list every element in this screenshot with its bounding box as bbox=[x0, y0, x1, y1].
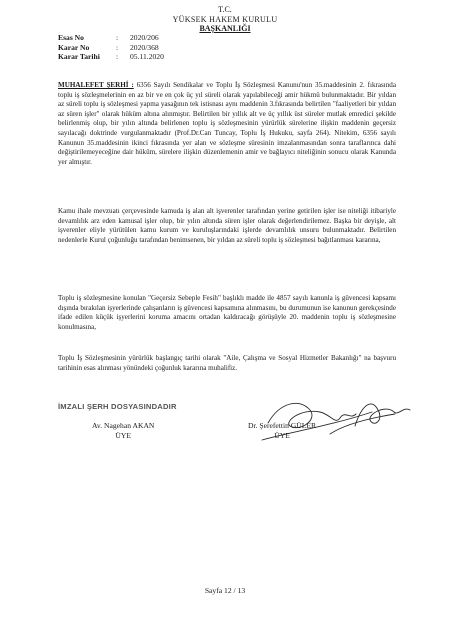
page-footer bbox=[0, 586, 450, 595]
signatory-role: ÜYE bbox=[115, 431, 132, 440]
meta-label: Esas No bbox=[58, 33, 84, 42]
paragraph-dissent-2: Kamu ihale mevzuatı çerçevesinde kamuda iş alan alt işverenler tarafından yerine getirilen işler ise niteliği itibariyle devamlılık arz eden kamusal işler olup, bir yılın altında süren işler olarak değerlendirilemez. Başka bir deyişle, alt işverenler eliyle yürütülen kamu kurum ve kuruluşlarındaki işlerde devamlılık unsuru bulunmaktadır. Belirtilen nedenlerle Kurul çoğunluğu tarafından benimsenen, bir yıldan az süreli toplu iş sözleşmesi bağıtlanması kararına, bbox=[58, 207, 396, 244]
page-total: 13 bbox=[237, 586, 246, 595]
signatory-role: ÜYE bbox=[274, 431, 290, 440]
dissent-heading: MUHALEFET ŞERHİ : bbox=[58, 81, 134, 89]
meta-value: 2020/206 bbox=[130, 33, 159, 42]
paragraph-dissent-3: Toplu iş sözleşmesine konulan "Geçersiz Sebeple Fesih" başlıklı madde ile 4857 sayılı kanunla iş güvencesi kapsamı dışında bırakılan işyerlerinde çalışanların iş güvencesi kapsamına alınmasını, bu durumunun ise kanunun gerekçesinde ifade edilen küçük işyerlerini koruma amacını ortadan kaldıracağı görüşüyle 20. maddenin toplu iş sözleşmesine konulmasına, bbox=[58, 294, 396, 331]
page-label: Sayfa bbox=[204, 586, 223, 595]
paragraph-dissent-4: Toplu İş Sözleşmesinin yürürlük başlangıç tarihi olarak "Aile, Çalışma ve Sosyal Hizmetler Bakanlığı" na başvuru tarihinin esas alınması yönündeki çoğunluk kararına muhalifiz. bbox=[58, 354, 396, 372]
meta-colon: : bbox=[116, 52, 119, 61]
header-department: BAŞKANLIĞI bbox=[199, 24, 251, 33]
signatory-akan bbox=[92, 421, 154, 441]
signed-stamp: İMZALI ŞERH DOSYASINDADIR bbox=[58, 402, 177, 411]
page-number: 12 bbox=[224, 586, 232, 595]
meta-label: Karar No bbox=[58, 42, 90, 52]
signatory-name: Dr. Şerefettin GÜLER bbox=[248, 421, 317, 430]
meta-value: 05.11.2020 bbox=[130, 52, 164, 61]
meta-colon: : bbox=[116, 42, 119, 52]
meta-label: Karar Tarihi bbox=[58, 52, 100, 61]
header-country: T.C. bbox=[218, 5, 232, 14]
paragraph-text: 6356 Sayılı Sendikalar ve Toplu İş Sözleşmesi Kanunu'nun 35.maddesinin 2. fıkrasında toplu iş sözleşmelerinin en az bir ve en çok üç yıl süreli olarak yapılabileceği amir hükmü bulunmaktadır. Bir yıldan az süreli toplu iş sözleşmesi yapma yasağının tek istisnası aynı maddenin 3.fıkrasında belirtilen "faaliyetleri bir yıldan az süren işler" olarak hüküm altına alınmıştır. Belirtilen bir yıllık alt ve üç yıllık üst süreler mutlak emredici şekilde belirlenmiş olup, bir yılın altında belirlenen toplu iş sözleşmesinin yürürlük sürelerine ilişkin maddenin geçersiz sayılacağı doktrinde vurgulanmaktadır (Prof.Dr.Can Tuncay, Toplu İş Hukuku, sayfa 264). Nitekim, 6356 sayılı Kanunun 35.maddesinin ikinci fıkrasında yer alan ve sözleşme süresinin imzalanmasından sonra taraflarınca dahi değiştirilemeyeceğine dair hüküm, sürelere ilişkin düzenlemenin amir ve bağlayıcı niteliğinin sonucu olarak Kanunda yer almıştır. bbox=[58, 81, 396, 166]
meta-value: 2020/368 bbox=[130, 42, 159, 52]
meta-colon: : bbox=[116, 33, 119, 42]
page-separator: / bbox=[233, 586, 236, 595]
signatory-name: Av. Nagehan AKAN bbox=[92, 421, 155, 430]
header-organization: YÜKSEK HAKEM KURULU bbox=[172, 14, 278, 24]
signatory-guler bbox=[248, 421, 316, 441]
